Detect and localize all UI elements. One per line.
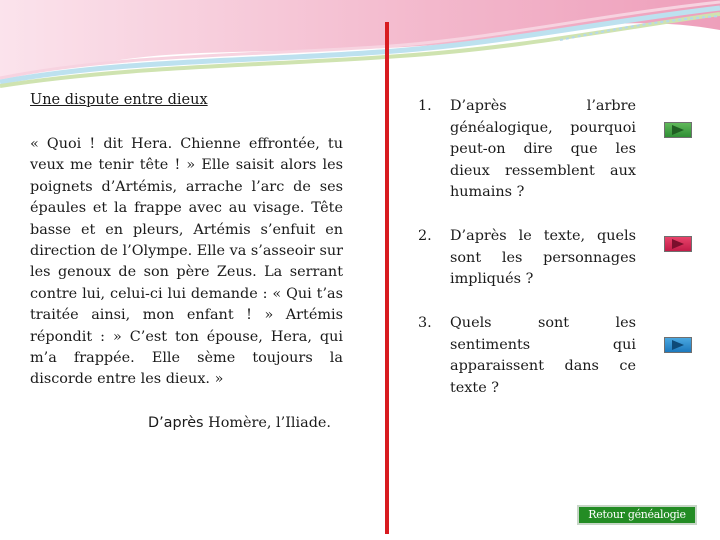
question-number: 1.	[418, 98, 432, 114]
play-icon	[671, 125, 685, 135]
play-button-question-1[interactable]	[664, 122, 692, 138]
question-item-2	[418, 226, 636, 313]
attribution	[148, 415, 331, 431]
question-text: D’après l’arbre généalogique, pourquoi peut-on dire que les dieux ressemblent aux humains ?	[450, 98, 636, 201]
question-text: Quels sont les sentiments qui apparaissent dans ce texte ?	[450, 315, 636, 396]
attribution-lead: D’après	[148, 415, 204, 431]
red-vertical-divider	[385, 22, 389, 534]
text-title: Une dispute entre dieux	[30, 92, 208, 108]
play-icon	[671, 239, 685, 249]
question-list	[418, 96, 636, 403]
question-text: D’après le texte, quels sont les personnages impliqués ?	[450, 228, 636, 288]
decorative-header-waves	[0, 0, 720, 90]
question-item-1	[418, 96, 636, 226]
question-item-3	[418, 313, 636, 403]
story-text: « Quoi ! dit Hera. Chienne effrontée, tu veux me tenir tête ! » Elle saisit alors les poignets d’Artémis, arrache l’arc de ses épaules et la frappe avec au visage. Tête basse et en pleurs, Artémis s’enfuit en direction de l’Olympe. Elle va s’asseoir sur les genoux de son père Zeus. La serrant contre lui, celui-ci lui demande : « Qui t’as traitée ainsi, mon enfant ! » Artémis répondit : » C’est ton épouse, Hera, qui m’a frappée. Elle sème toujours la discorde entre les dieux. »	[30, 136, 343, 388]
play-button-question-2[interactable]	[664, 236, 692, 252]
question-number: 3.	[418, 315, 432, 331]
attribution-source: Homère, l’Iliade.	[208, 415, 332, 431]
return-genealogy-button[interactable]: Retour généalogie	[577, 505, 697, 525]
question-number: 2.	[418, 228, 432, 244]
play-button-question-3[interactable]	[664, 337, 692, 353]
play-icon	[671, 340, 685, 350]
